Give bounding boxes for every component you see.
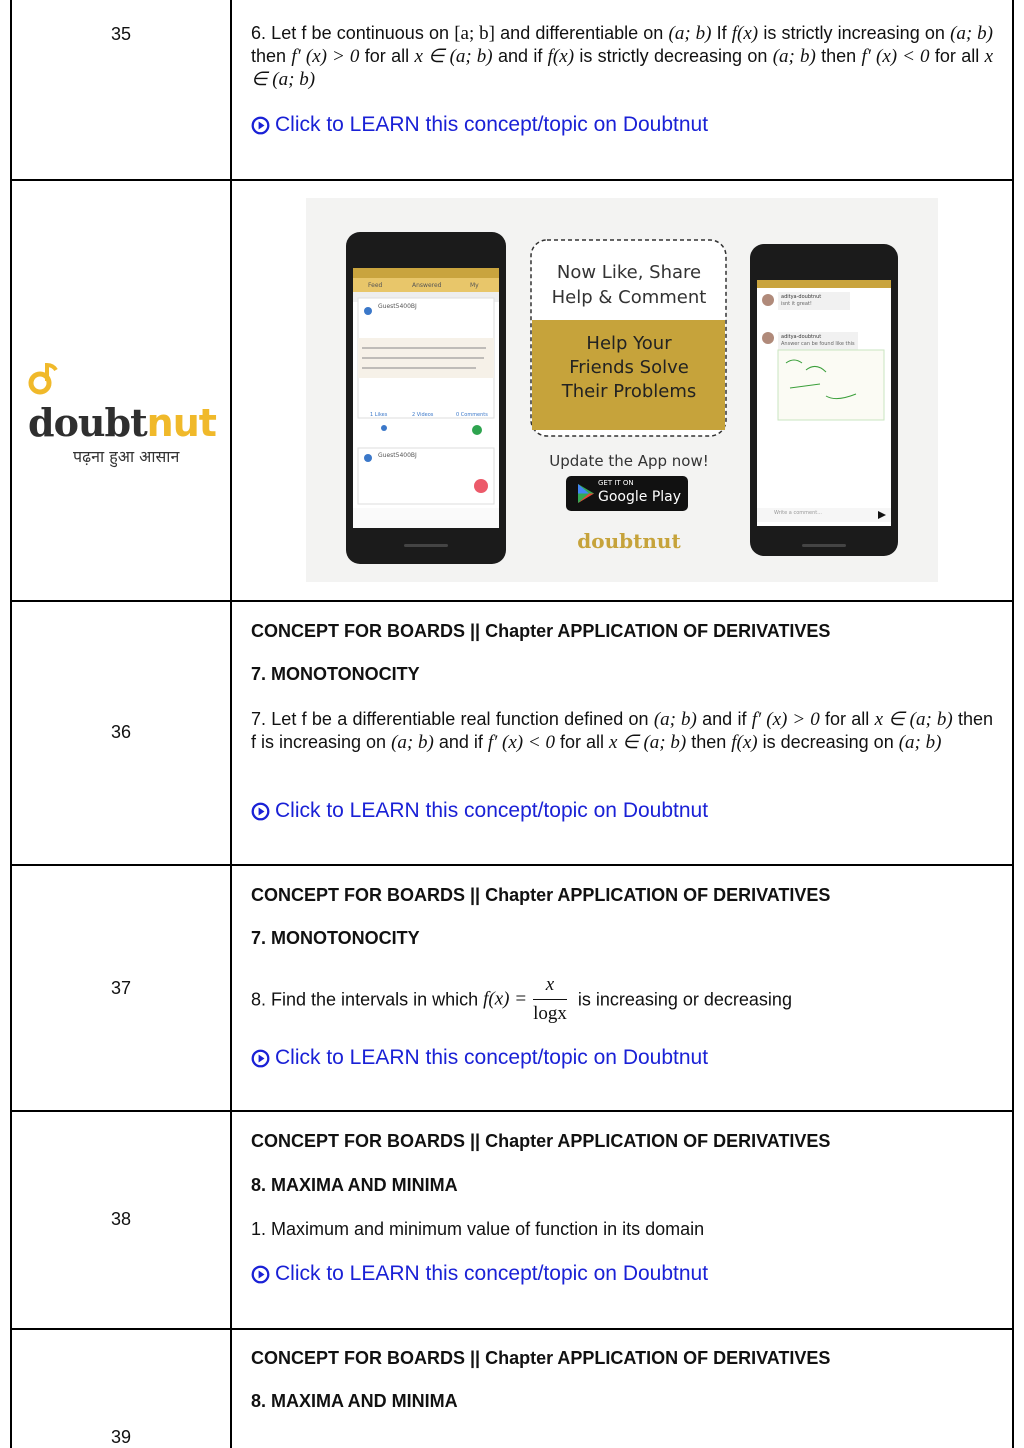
learn-link-text[interactable]: Click to LEARN this concept/topic on Doubtnut — [275, 799, 709, 822]
row-number: 35 — [110, 24, 132, 44]
phone-left-tab: My — [470, 282, 479, 289]
phone-left-videos: 2 Videos — [412, 412, 434, 418]
row-number: 38 — [110, 1209, 132, 1229]
logo-wordmark: doubtnut — [28, 355, 218, 445]
promo-brand: doubtnut — [577, 529, 681, 553]
doubtnut-logo — [28, 355, 218, 467]
concept-text: 8. Find the intervals in which f(x) = $\frac{x}{\log x}$ is increasing or decreasing — [251, 974, 792, 1024]
row-divider — [10, 1110, 1014, 1112]
phone-right-comment-input: Write a comment... — [774, 510, 822, 516]
learn-link[interactable] — [251, 1262, 708, 1286]
google-play-badge[interactable]: GET IT ON Google Play — [598, 479, 682, 505]
concept-subheading: 8. MAXIMA AND MINIMA — [251, 1175, 458, 1195]
learn-link-text[interactable]: Click to LEARN this concept/topic on Doubtnut — [275, 113, 709, 136]
concept-text: 7. Let f be a differentiable real function defined on (a; b) and if f′ (x) > 0 for all x ∈ (a; b) then f is increasing on (a; b) and if f′ (x) < 0 for all x ∈ (a; b) then f(x) is decreasing on (a; b) — [251, 709, 993, 753]
concept-heading: CONCEPT FOR BOARDS || Chapter APPLICATION OF DERIVATIVES — [251, 621, 831, 641]
phone-left-comments: 0 Comments — [456, 412, 488, 418]
music-note-icon — [28, 361, 58, 395]
learn-link-text[interactable]: Click to LEARN this concept/topic on Doubtnut — [275, 1262, 709, 1285]
update-app-text: Update the App now! — [549, 452, 709, 470]
table-border-right — [1012, 0, 1014, 1448]
concept-text: 1. Maximum and minimum value of function in its domain — [251, 1219, 705, 1239]
play-circle-icon — [251, 1265, 270, 1284]
phone-left-tab: Answered — [412, 282, 442, 289]
fraction: $\frac{x}{\log x}$ — [533, 974, 567, 1024]
table-border-mid — [230, 0, 232, 1448]
play-circle-icon — [251, 116, 270, 135]
learn-link[interactable] — [251, 113, 708, 137]
row-number: 36 — [110, 722, 132, 742]
learn-link[interactable] — [251, 1046, 708, 1070]
row-number: 37 — [110, 978, 132, 998]
phone-right-message: Answer can be found like this — [781, 341, 855, 347]
concept-subheading: 8. MAXIMA AND MINIMA — [251, 1391, 458, 1411]
learn-link-text[interactable]: Click to LEARN this concept/topic on Doubtnut — [275, 1046, 709, 1069]
concept-heading: CONCEPT FOR BOARDS || Chapter APPLICATION OF DERIVATIVES — [251, 885, 831, 905]
row-divider — [10, 600, 1014, 602]
concept-heading: CONCEPT FOR BOARDS || Chapter APPLICATION OF DERIVATIVES — [251, 1348, 831, 1368]
phone-left-user: Guest5400BJ — [378, 452, 417, 459]
phone-left-tab: Feed — [368, 282, 383, 289]
concept-heading: CONCEPT FOR BOARDS || Chapter APPLICATION OF DERIVATIVES — [251, 1131, 831, 1151]
phone-right-user: aditya-doubtnut — [781, 334, 822, 340]
concept-subheading: 7. MONOTONOCITY — [251, 928, 420, 948]
phone-left-likes: 1 Likes — [370, 412, 388, 418]
row-divider — [10, 179, 1014, 181]
play-circle-icon — [251, 802, 270, 821]
logo-tagline: पढ़ना हुआ आसान — [73, 447, 180, 466]
row-number: 39 — [110, 1427, 132, 1447]
row-divider — [10, 864, 1014, 866]
phone-left-user: Guest5400BJ — [378, 303, 417, 310]
phone-right-user: aditya-doubtnut — [781, 294, 822, 300]
concept-subheading: 7. MONOTONOCITY — [251, 664, 420, 684]
row-divider — [10, 1328, 1014, 1330]
learn-link[interactable] — [251, 799, 708, 823]
play-circle-icon — [251, 1049, 270, 1068]
app-promo-banner[interactable] — [306, 198, 938, 582]
concept-text: 6. Let f be continuous on [a; b] and differentiable on (a; b) If f(x) is strictly increasing on (a; b) then f′ (x) > 0 for all x ∈ (a; b) and if f(x) is strictly decreasing on (a; b) then f′ (x) < 0 for all x ∈ (a; b) — [251, 23, 993, 90]
promo-text: Now Like, Share Help & Comment — [551, 262, 707, 308]
promo-highlight-text: Help Your Friends Solve Their Problems — [561, 333, 697, 402]
phone-right-message: isnt it great! — [781, 301, 812, 307]
